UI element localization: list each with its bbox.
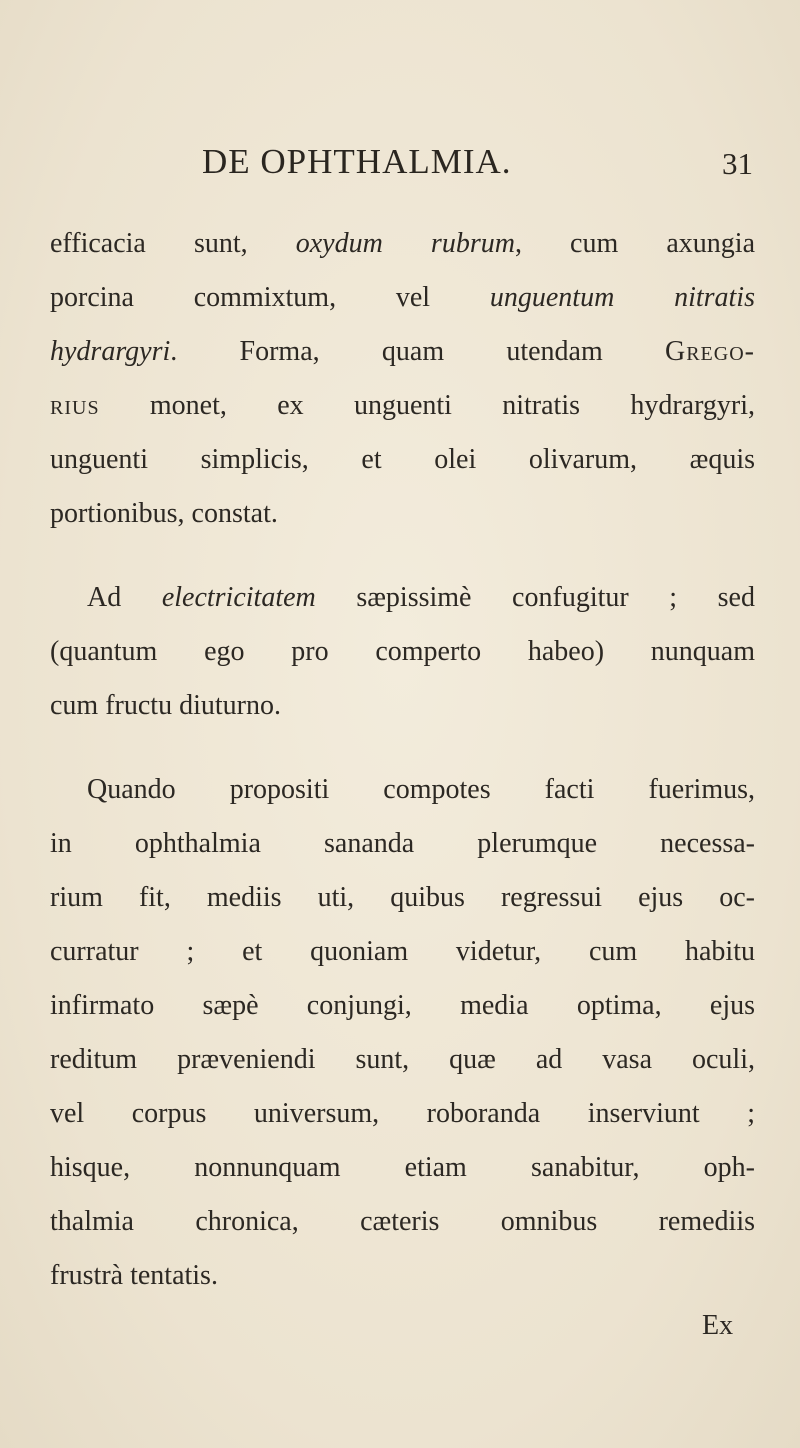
text-line: curratur ; et quoniam videtur, cum habitu: [50, 936, 755, 967]
text-line: Quando propositi compotes facti fuerimus,: [87, 774, 755, 805]
text-line: rium fit, mediis uti, quibus regressui ejus oc-: [50, 882, 755, 913]
text-line: Ad electricitatem sæpissimè confugitur ; sed: [87, 582, 755, 613]
page-number: 31: [722, 146, 753, 181]
text-line: reditum præveniendi sunt, quæ ad vasa oculi,: [50, 1044, 755, 1075]
text-line: cum fructu diuturno.: [50, 690, 281, 721]
text-line: porcina commixtum, vel unguentum nitratis: [50, 282, 755, 313]
text-line: frustrà tentatis.: [50, 1260, 218, 1291]
text-line: thalmia chronica, cæteris omnibus remediis: [50, 1206, 755, 1237]
text-line: hydrargyri. Forma, quam utendam Grego-: [50, 336, 755, 367]
running-head: [0, 142, 800, 192]
text-line: (quantum ego pro comperto habeo) nunquam: [50, 636, 755, 667]
text-line: infirmato sæpè conjungi, media optima, ejus: [50, 990, 755, 1021]
text-line: portionibus, constat.: [50, 498, 278, 529]
text-line: rius monet, ex unguenti nitratis hydrargyri,: [50, 390, 755, 421]
text-line: in ophthalmia sananda plerumque necessa-: [50, 828, 755, 859]
text-line: hisque, nonnunquam etiam sanabitur, oph-: [50, 1152, 755, 1183]
text-line: efficacia sunt, oxydum rubrum, cum axungia: [50, 228, 755, 259]
text-line: vel corpus universum, roboranda inserviunt ;: [50, 1098, 755, 1129]
text-line: unguenti simplicis, et olei olivarum, æquis: [50, 444, 755, 475]
catchword: Ex: [702, 1310, 734, 1341]
running-title: DE OPHTHALMIA.: [202, 142, 512, 181]
